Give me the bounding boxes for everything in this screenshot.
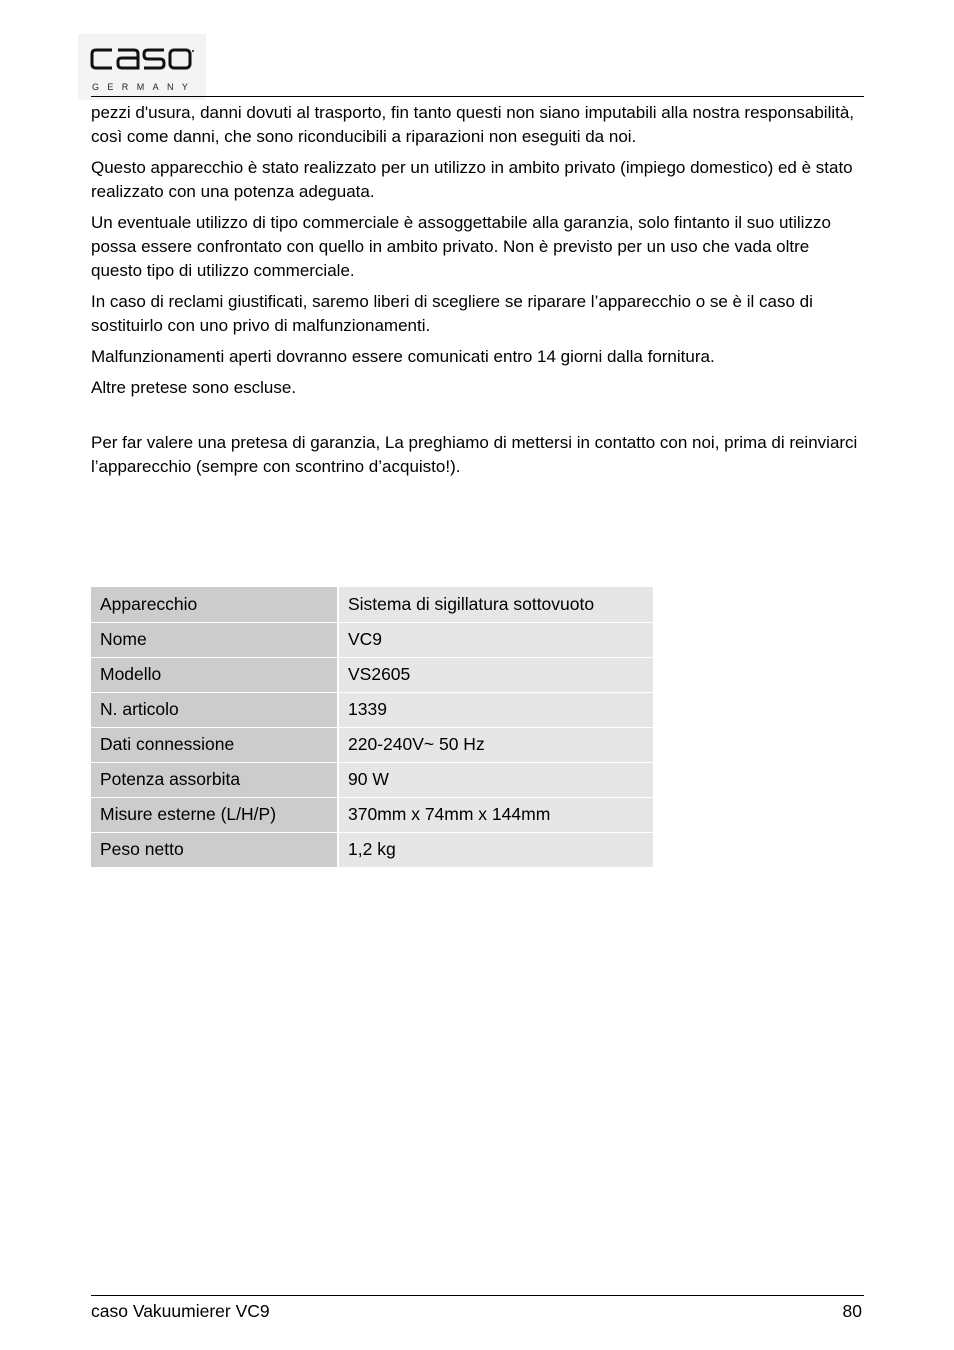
footer-rule xyxy=(91,1295,864,1296)
table-row xyxy=(91,832,653,867)
spec-label: Nome xyxy=(91,622,338,657)
spec-value: VS2605 xyxy=(338,657,653,692)
caso-wordmark xyxy=(90,48,194,70)
paragraph: Altre pretese sono escluse. xyxy=(91,378,297,397)
spec-value: 1,2 kg xyxy=(338,832,653,867)
paragraph: Questo apparecchio è stato realizzato per un utilizzo in ambito privato (impiego domestico) ed è stato realizzato con una potenza adeguata. xyxy=(91,158,853,201)
paragraph: Per far valere una pretesa di garanzia, La preghiamo di mettersi in contatto con noi, prima di reinviarci l’apparecchio (sempre con scontrino d’acquisto!). xyxy=(91,433,858,476)
table-row xyxy=(91,797,653,832)
spec-value: 220-240V~ 50 Hz xyxy=(338,727,653,762)
spec-label: Apparecchio xyxy=(91,587,338,622)
paragraph: Un eventuale utilizzo di tipo commerciale è assoggettabile alla garanzia, solo fintanto il suo utilizzo possa essere confrontato con quello in ambito privato. Non è previsto per un uso che vada oltre questo tipo di utilizzo commerciale. xyxy=(91,213,831,280)
spec-value: Sistema di sigillatura sottovuoto xyxy=(338,587,653,622)
footer-title: caso Vakuumierer VC9 xyxy=(91,1301,270,1321)
spec-value: 370mm x 74mm x 144mm xyxy=(338,797,653,832)
spec-value: 90 W xyxy=(338,762,653,797)
table-row xyxy=(91,727,653,762)
table-row xyxy=(91,762,653,797)
paragraph: Malfunzionamenti aperti dovranno essere comunicati entro 14 giorni dalla fornitura. xyxy=(91,347,715,366)
paragraph: In caso di reclami giustificati, saremo liberi di scegliere se riparare l’apparecchio o se è il caso di sostituirlo con uno privo di malfunzionamenti. xyxy=(91,292,813,335)
spec-label: Modello xyxy=(91,657,338,692)
page-number: 80 xyxy=(842,1301,862,1321)
paragraph: pezzi d'usura, danni dovuti al trasporto, fin tanto questi non siano imputabili alla nostra responsabilità, così come danni, che sono riconducibili a riparazioni non eseguiti da noi. xyxy=(91,103,855,146)
spec-label: Potenza assorbita xyxy=(91,762,338,797)
spec-value: 1339 xyxy=(338,692,653,727)
logo-subtext: GERMANY xyxy=(92,82,197,92)
spec-label: N. articolo xyxy=(91,692,338,727)
spec-table xyxy=(91,587,653,868)
spec-label: Dati connessione xyxy=(91,727,338,762)
table-row xyxy=(91,587,653,622)
spec-label: Peso netto xyxy=(91,832,338,867)
table-row xyxy=(91,692,653,727)
spec-value: VC9 xyxy=(338,622,653,657)
header-rule xyxy=(91,96,864,97)
caso-logo xyxy=(78,34,206,100)
body-text xyxy=(91,101,864,486)
table-row xyxy=(91,657,653,692)
spec-label: Misure esterne (L/H/P) xyxy=(91,797,338,832)
table-row xyxy=(91,622,653,657)
